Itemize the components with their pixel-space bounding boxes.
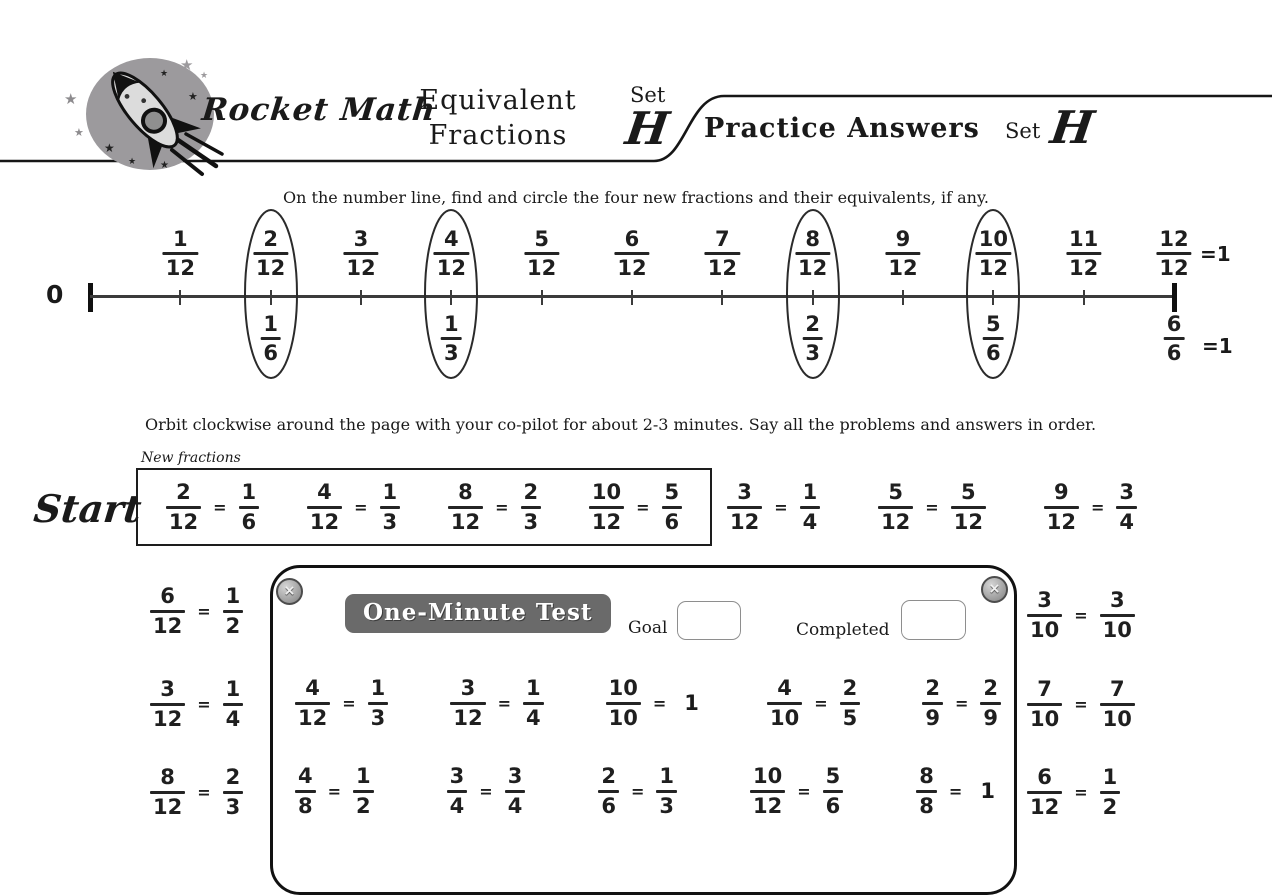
fraction: $\frac{6}{12}$ bbox=[150, 585, 185, 636]
number-line-instruction: On the number line, find and circle the four new fractions and their equivalents, if any. bbox=[283, 188, 989, 207]
fraction: $\frac{8}{12}$ bbox=[448, 481, 483, 532]
number-line-tick bbox=[992, 290, 994, 305]
start-label: Start bbox=[31, 486, 144, 531]
tick-fraction-label bbox=[1156, 228, 1191, 279]
equivalent-fraction-label bbox=[1164, 313, 1185, 364]
fraction-bar bbox=[1164, 337, 1185, 340]
one-minute-test-title: One-Minute Test bbox=[345, 594, 611, 633]
fraction-bar bbox=[922, 702, 943, 705]
equals-sign: = bbox=[197, 782, 211, 802]
equals-one-label: =1 bbox=[1200, 242, 1231, 266]
new-fractions-box bbox=[136, 468, 712, 546]
new-fractions-label: New fractions bbox=[141, 450, 241, 466]
fraction: $\frac{3}{12}$ bbox=[343, 228, 378, 279]
fraction-bar bbox=[767, 702, 802, 705]
fraction-bar bbox=[1027, 703, 1062, 706]
fraction-bar bbox=[976, 252, 1011, 255]
set-letter-right: H bbox=[1047, 101, 1098, 154]
fraction-bar bbox=[223, 703, 244, 706]
fraction-bar bbox=[223, 791, 244, 794]
fraction: $\frac{5}{12}$ bbox=[951, 481, 986, 532]
fraction: $\frac{9}{12}$ bbox=[885, 228, 920, 279]
fraction-bar bbox=[1100, 703, 1135, 706]
fraction: $\frac{10}{12}$ bbox=[589, 481, 624, 532]
fraction: $\frac{5}{6}$ bbox=[662, 481, 683, 532]
goal-label: Goal bbox=[628, 618, 668, 638]
fraction-bar bbox=[727, 506, 762, 509]
number-line-tick bbox=[270, 290, 272, 305]
fraction: $\frac{1}{3}$ bbox=[380, 481, 401, 532]
test-box-row bbox=[287, 752, 1009, 830]
orbit-instruction: Orbit clockwise around the page with your co-pilot for about 2-3 minutes. Say all the problems and answers in order. bbox=[145, 415, 1097, 434]
fraction: $\frac{5}{6}$ bbox=[983, 313, 1004, 364]
equals-sign: = bbox=[652, 693, 667, 713]
number-line-axis bbox=[90, 295, 1177, 298]
worksheet-title-line2: Fractions bbox=[428, 119, 568, 151]
fraction-bar bbox=[150, 610, 185, 613]
svg-text:★: ★ bbox=[104, 141, 115, 155]
fraction-bar bbox=[1027, 614, 1062, 617]
fraction: $\frac{2}{12}$ bbox=[166, 481, 201, 532]
set-label-right: Set bbox=[1005, 119, 1041, 143]
equals-sign: = bbox=[197, 694, 211, 714]
fraction-bar bbox=[983, 337, 1004, 340]
number-line-tick bbox=[450, 290, 452, 305]
fraction: $\frac{1}{2}$ bbox=[353, 765, 374, 816]
equals-sign: = bbox=[479, 781, 493, 801]
fraction: $\frac{2}{3}$ bbox=[223, 766, 244, 817]
tick-fraction-label bbox=[253, 228, 288, 279]
fraction: $\frac{1}{3}$ bbox=[368, 677, 389, 728]
number-line-tick bbox=[179, 290, 181, 305]
tick-fraction-label bbox=[434, 228, 469, 279]
fraction-bar bbox=[878, 506, 913, 509]
fraction: $\frac{4}{12}$ bbox=[434, 228, 469, 279]
tick-fraction-label bbox=[614, 228, 649, 279]
fraction: $\frac{1}{2}$ bbox=[223, 585, 244, 636]
svg-text:★: ★ bbox=[64, 90, 78, 108]
number-line-tick bbox=[902, 290, 904, 305]
fraction-bar bbox=[1100, 614, 1135, 617]
fraction: $\frac{8}{12}$ bbox=[150, 766, 185, 817]
fraction-bar bbox=[353, 790, 374, 793]
fraction: $\frac{1}{4}$ bbox=[223, 678, 244, 729]
fraction: $\frac{7}{10}$ bbox=[1100, 678, 1135, 729]
fraction-equation bbox=[150, 666, 243, 742]
fraction: $\frac{2}{9}$ bbox=[922, 677, 943, 728]
fraction-equation bbox=[448, 481, 541, 532]
number-line-zero-label: 0 bbox=[46, 280, 64, 309]
fraction-bar bbox=[840, 702, 861, 705]
fraction-bar bbox=[823, 790, 844, 793]
fraction-bar bbox=[295, 790, 316, 793]
fraction-equation bbox=[1027, 754, 1120, 830]
number-line-tick bbox=[541, 290, 543, 305]
fraction: $\frac{2}{3}$ bbox=[802, 313, 823, 364]
fraction: $\frac{1}{4}$ bbox=[800, 481, 821, 532]
fraction: $\frac{2}{3}$ bbox=[521, 481, 542, 532]
worksheet-title-line1: Equivalent bbox=[419, 85, 577, 116]
fraction-bar bbox=[951, 506, 986, 509]
fraction-bar bbox=[750, 790, 785, 793]
equals-sign: = bbox=[1074, 782, 1088, 802]
fraction-equation bbox=[150, 573, 243, 649]
equals-sign: = bbox=[1090, 497, 1105, 517]
fraction-bar bbox=[1066, 252, 1101, 255]
fraction-bar bbox=[253, 252, 288, 255]
fraction-bar bbox=[1027, 791, 1062, 794]
row1-problems bbox=[727, 468, 1137, 546]
fraction-bar bbox=[524, 252, 559, 255]
fraction-bar bbox=[150, 703, 185, 706]
fraction: $\frac{8}{12}$ bbox=[795, 228, 830, 279]
fraction: $\frac{5}{12}$ bbox=[524, 228, 559, 279]
fraction-bar bbox=[589, 506, 624, 509]
fraction-equation bbox=[150, 754, 243, 830]
fraction: $\frac{10}{10}$ bbox=[606, 677, 641, 728]
equivalent-fraction-label bbox=[983, 313, 1004, 364]
fraction-bar bbox=[1044, 506, 1079, 509]
fraction: $\frac{4}{8}$ bbox=[295, 765, 316, 816]
fraction-equation bbox=[916, 765, 1001, 816]
fraction: $\frac{5}{12}$ bbox=[878, 481, 913, 532]
fraction-equation bbox=[750, 765, 843, 816]
number-line-tick bbox=[1083, 290, 1085, 305]
fraction-equation bbox=[606, 677, 705, 728]
tick-fraction-label bbox=[163, 228, 198, 279]
fraction: $\frac{4}{10}$ bbox=[767, 677, 802, 728]
fraction: $\frac{3}{12}$ bbox=[450, 677, 485, 728]
tick-fraction-label bbox=[705, 228, 740, 279]
fraction-bar bbox=[1100, 791, 1121, 794]
fraction: $\frac{6}{6}$ bbox=[1164, 313, 1185, 364]
equals-sign: = bbox=[197, 601, 211, 621]
equals-sign: = bbox=[925, 497, 939, 517]
close-icon[interactable]: × bbox=[276, 578, 303, 605]
fraction-bar bbox=[614, 252, 649, 255]
fraction-bar bbox=[800, 506, 821, 509]
fraction-equation bbox=[589, 481, 682, 532]
set-label: Set bbox=[630, 83, 666, 107]
fraction: $\frac{1}{3}$ bbox=[441, 313, 462, 364]
svg-text:★: ★ bbox=[74, 126, 84, 139]
goal-input[interactable] bbox=[677, 601, 741, 640]
svg-text:★: ★ bbox=[200, 71, 209, 81]
fraction-equation bbox=[1027, 666, 1135, 742]
completed-input[interactable] bbox=[901, 600, 966, 640]
fraction-bar bbox=[223, 610, 244, 613]
whole-number-answer: 1 bbox=[684, 691, 699, 715]
fraction-equation bbox=[878, 481, 986, 532]
test-box-row bbox=[287, 664, 1009, 742]
fraction-bar bbox=[380, 506, 401, 509]
fraction-bar bbox=[916, 790, 937, 793]
fraction-bar bbox=[523, 702, 544, 705]
fraction-bar bbox=[885, 252, 920, 255]
number-line-tick bbox=[631, 290, 633, 305]
fraction-bar bbox=[368, 702, 389, 705]
svg-text:★: ★ bbox=[160, 69, 169, 79]
fraction: $\frac{10}{12}$ bbox=[976, 228, 1011, 279]
fraction: $\frac{2}{6}$ bbox=[598, 765, 619, 816]
fraction: $\frac{1}{12}$ bbox=[163, 228, 198, 279]
fraction-bar bbox=[343, 252, 378, 255]
fraction: $\frac{3}{12}$ bbox=[150, 678, 185, 729]
number-line-tick bbox=[360, 290, 362, 305]
equals-one-label: =1 bbox=[1202, 334, 1233, 358]
svg-text:★: ★ bbox=[128, 157, 137, 167]
fraction-equation bbox=[295, 677, 388, 728]
tick-fraction-label bbox=[795, 228, 830, 279]
set-letter: H bbox=[622, 102, 673, 155]
fraction-bar bbox=[450, 702, 485, 705]
number-line-tick bbox=[812, 290, 814, 305]
fraction-bar bbox=[1116, 506, 1137, 509]
fraction-bar bbox=[505, 790, 526, 793]
fraction-bar bbox=[802, 337, 823, 340]
fraction: $\frac{4}{12}$ bbox=[295, 677, 330, 728]
fraction: $\frac{3}{4}$ bbox=[447, 765, 468, 816]
svg-text:★: ★ bbox=[188, 90, 198, 103]
fraction-bar bbox=[447, 790, 468, 793]
equals-sign: = bbox=[342, 693, 356, 713]
fraction: $\frac{2}{12}$ bbox=[253, 228, 288, 279]
equals-sign: = bbox=[636, 497, 650, 517]
equivalent-fraction-label bbox=[802, 313, 823, 364]
fraction-equation bbox=[1044, 481, 1137, 532]
fraction-bar bbox=[260, 337, 281, 340]
number-line-tick bbox=[721, 290, 723, 305]
fraction-bar bbox=[163, 252, 198, 255]
fraction: $\frac{3}{12}$ bbox=[727, 481, 762, 532]
completed-label: Completed bbox=[796, 620, 890, 640]
fraction-bar bbox=[150, 791, 185, 794]
fraction-equation bbox=[922, 677, 1001, 728]
svg-text:★: ★ bbox=[180, 56, 194, 74]
fraction: $\frac{3}{10}$ bbox=[1027, 589, 1062, 640]
equivalent-fraction-label bbox=[441, 313, 462, 364]
fraction-equation bbox=[1027, 577, 1135, 653]
equals-sign: = bbox=[327, 781, 342, 801]
fraction-equation bbox=[166, 481, 259, 532]
practice-answers-title: Practice Answers bbox=[704, 113, 980, 144]
fraction: $\frac{2}{9}$ bbox=[980, 677, 1001, 728]
equals-sign: = bbox=[354, 497, 368, 517]
fraction-equation bbox=[450, 677, 543, 728]
tick-fraction-label bbox=[524, 228, 559, 279]
fraction-bar bbox=[441, 337, 462, 340]
fraction: $\frac{7}{10}$ bbox=[1027, 678, 1062, 729]
fraction: $\frac{6}{12}$ bbox=[614, 228, 649, 279]
fraction-bar bbox=[239, 506, 260, 509]
number-line-tick bbox=[1172, 283, 1177, 312]
tick-fraction-label bbox=[885, 228, 920, 279]
fraction-bar bbox=[307, 506, 342, 509]
equivalent-fraction-label bbox=[260, 313, 281, 364]
equals-sign: = bbox=[1074, 605, 1088, 625]
fraction-bar bbox=[662, 506, 683, 509]
equals-sign: = bbox=[797, 781, 811, 801]
tick-fraction-label bbox=[976, 228, 1011, 279]
fraction: $\frac{8}{8}$ bbox=[916, 765, 937, 816]
equals-sign: = bbox=[774, 497, 788, 517]
fraction-bar bbox=[598, 790, 619, 793]
fraction: $\frac{1}{6}$ bbox=[239, 481, 260, 532]
fraction-bar bbox=[980, 702, 1001, 705]
brand-title: Rocket Math bbox=[200, 92, 438, 128]
fraction-equation bbox=[295, 765, 374, 816]
equals-sign: = bbox=[630, 781, 645, 801]
fraction: $\frac{3}{10}$ bbox=[1100, 589, 1135, 640]
fraction-equation bbox=[727, 481, 820, 532]
fraction-bar bbox=[606, 702, 641, 705]
fraction-bar bbox=[656, 790, 677, 793]
equals-sign: = bbox=[814, 693, 828, 713]
equals-sign: = bbox=[213, 497, 227, 517]
tick-fraction-label bbox=[343, 228, 378, 279]
whole-number-answer: 1 bbox=[980, 779, 995, 803]
fraction-equation bbox=[447, 765, 526, 816]
fraction-equation bbox=[598, 765, 677, 816]
fraction: $\frac{11}{12}$ bbox=[1066, 228, 1101, 279]
equals-sign: = bbox=[495, 497, 509, 517]
fraction: $\frac{3}{4}$ bbox=[1116, 481, 1137, 532]
svg-text:★: ★ bbox=[160, 160, 169, 171]
fraction-bar bbox=[295, 702, 330, 705]
fraction: $\frac{1}{2}$ bbox=[1100, 766, 1121, 817]
fraction: $\frac{12}{12}$ bbox=[1156, 228, 1191, 279]
fraction-equation bbox=[307, 481, 400, 532]
fraction-bar bbox=[434, 252, 469, 255]
fraction-bar bbox=[448, 506, 483, 509]
fraction-equation bbox=[767, 677, 860, 728]
fraction: $\frac{10}{12}$ bbox=[750, 765, 785, 816]
equals-sign: = bbox=[497, 693, 511, 713]
fraction: $\frac{5}{6}$ bbox=[823, 765, 844, 816]
fraction-bar bbox=[705, 252, 740, 255]
fraction: $\frac{3}{4}$ bbox=[505, 765, 526, 816]
number-line bbox=[0, 0, 1272, 410]
close-icon[interactable]: × bbox=[981, 576, 1008, 603]
equals-sign: = bbox=[948, 781, 963, 801]
tick-fraction-label bbox=[1066, 228, 1101, 279]
fraction: $\frac{1}{6}$ bbox=[260, 313, 281, 364]
fraction-bar bbox=[1156, 252, 1191, 255]
fraction: $\frac{9}{12}$ bbox=[1044, 481, 1079, 532]
fraction: $\frac{6}{12}$ bbox=[1027, 766, 1062, 817]
equals-sign: = bbox=[954, 693, 969, 713]
fraction: $\frac{2}{5}$ bbox=[840, 677, 861, 728]
fraction-bar bbox=[795, 252, 830, 255]
equals-sign: = bbox=[1074, 694, 1088, 714]
fraction-bar bbox=[166, 506, 201, 509]
fraction-bar bbox=[521, 506, 542, 509]
fraction: $\frac{1}{3}$ bbox=[656, 765, 677, 816]
fraction: $\frac{7}{12}$ bbox=[705, 228, 740, 279]
fraction: $\frac{1}{4}$ bbox=[523, 677, 544, 728]
fraction: $\frac{4}{12}$ bbox=[307, 481, 342, 532]
